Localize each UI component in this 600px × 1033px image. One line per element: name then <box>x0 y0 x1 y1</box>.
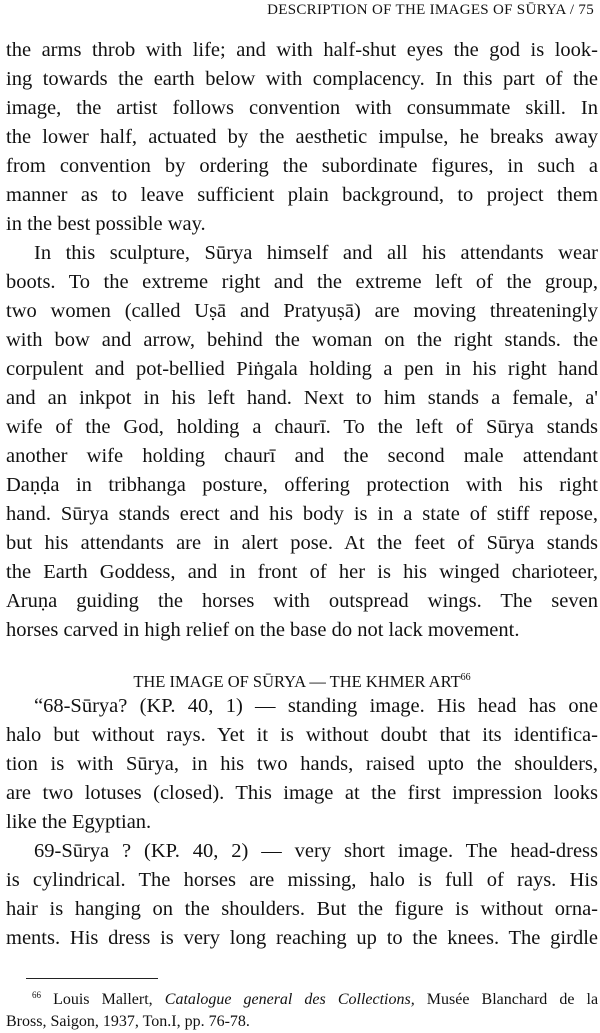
text-line: with bow and arrow, behind the woman on the right stands. the <box>6 329 598 351</box>
text-line: but his attendants are in alert pose. At the feet of Sūrya stands <box>6 532 598 554</box>
text-line: the Earth Goddess, and in front of her is his winged charioteer, <box>6 561 598 583</box>
text-line: 69-Sūrya ? (KP. 40, 2) — very short image. The head-dress <box>34 840 598 862</box>
text-line: In this sculpture, Sūrya himself and all his attendants wear <box>34 242 598 264</box>
text-line: two women (called Uṣā and Pratyuṣā) are moving threateningly <box>6 300 598 322</box>
text-line: image, the artist follows convention with consummate skill. In <box>6 97 598 119</box>
text-line: the arms throb with life; and with half-shut eyes the god is look- <box>6 39 598 61</box>
text-line: “68-Sūrya? (KP. 40, 1) — standing image. His head has one <box>34 695 598 717</box>
footnote-author: Louis Mallert, <box>53 991 153 1008</box>
text-line: another wife holding chaurī and the second male attendant <box>6 445 598 467</box>
text-line: Aruṇa guiding the horses with outspread wings. The seven <box>6 590 598 612</box>
section-heading-text: THE IMAGE OF SŪRYA — THE KHMER ART <box>133 672 461 691</box>
footnote-ref: 66 <box>460 672 471 683</box>
text-line: ing towards the earth below with complacency. In this part of the <box>6 68 598 90</box>
paragraph <box>6 239 598 645</box>
text-line: boots. To the extreme right and the extreme left of the group, <box>6 271 598 293</box>
text-line: ments. His dress is very long reaching up to the knees. The girdle <box>6 927 598 949</box>
footnote-number: 66 <box>32 990 41 1000</box>
text-line: manner as to leave sufficient plain background, to project them <box>6 184 598 206</box>
paragraph <box>6 837 598 953</box>
text-line: corpulent and pot-bellied Piṅgala holding a pen in his right hand <box>6 358 598 380</box>
text-line: are two lotuses (closed). This image at the first impression looks <box>6 782 598 804</box>
section-heading <box>6 663 598 692</box>
footnote <box>6 984 598 1033</box>
body-text <box>6 36 598 953</box>
footnote-title: Catalogue general des Collections, <box>164 991 415 1008</box>
running-head: DESCRIPTION OF THE IMAGES OF SŪRYA / 75 <box>267 2 594 18</box>
text-line: horses carved in high relief on the base do not lack movement. <box>6 619 520 641</box>
text-line: hair is hanging on the shoulders. But the figure is without orna- <box>6 898 598 920</box>
text-line: halo but without rays. Yet it is without doubt that its identifica- <box>6 724 598 746</box>
paragraphs-after-heading <box>6 692 598 953</box>
text-line: and an inkpot in his left hand. Next to him stands a female, a' <box>6 387 598 409</box>
text-line: from convention by ordering the subordinate figures, in such a <box>6 155 598 177</box>
paragraph <box>6 36 598 239</box>
text-line: wife of the God, holding a chaurī. To the left of Sūrya stands <box>6 416 598 438</box>
text-line: hand. Sūrya stands erect and his body is in a state of stiff repose, <box>6 503 598 525</box>
text-line: like the Egyptian. <box>6 811 152 833</box>
text-line: the lower half, actuated by the aesthetic impulse, he breaks away <box>6 126 598 148</box>
text-line: Daṇḍa in tribhanga posture, offering protection with his right <box>6 474 598 496</box>
text-line: tion is with Sūrya, in his two hands, raised upto the shoulders, <box>6 753 598 775</box>
text-line: is cylindrical. The horses are missing, halo is full of rays. His <box>6 869 598 891</box>
paragraph <box>6 692 598 837</box>
footnote-publisher: Musée Blanchard de la <box>426 991 599 1008</box>
text-line: in the best possible way. <box>6 213 206 235</box>
footnote-line <box>6 984 598 1011</box>
paragraphs-before-heading <box>6 36 598 645</box>
footnote-line: Bross, Saigon, 1937, Ton.I, pp. 76-78. <box>6 1013 250 1030</box>
footnote-rule <box>26 978 158 979</box>
